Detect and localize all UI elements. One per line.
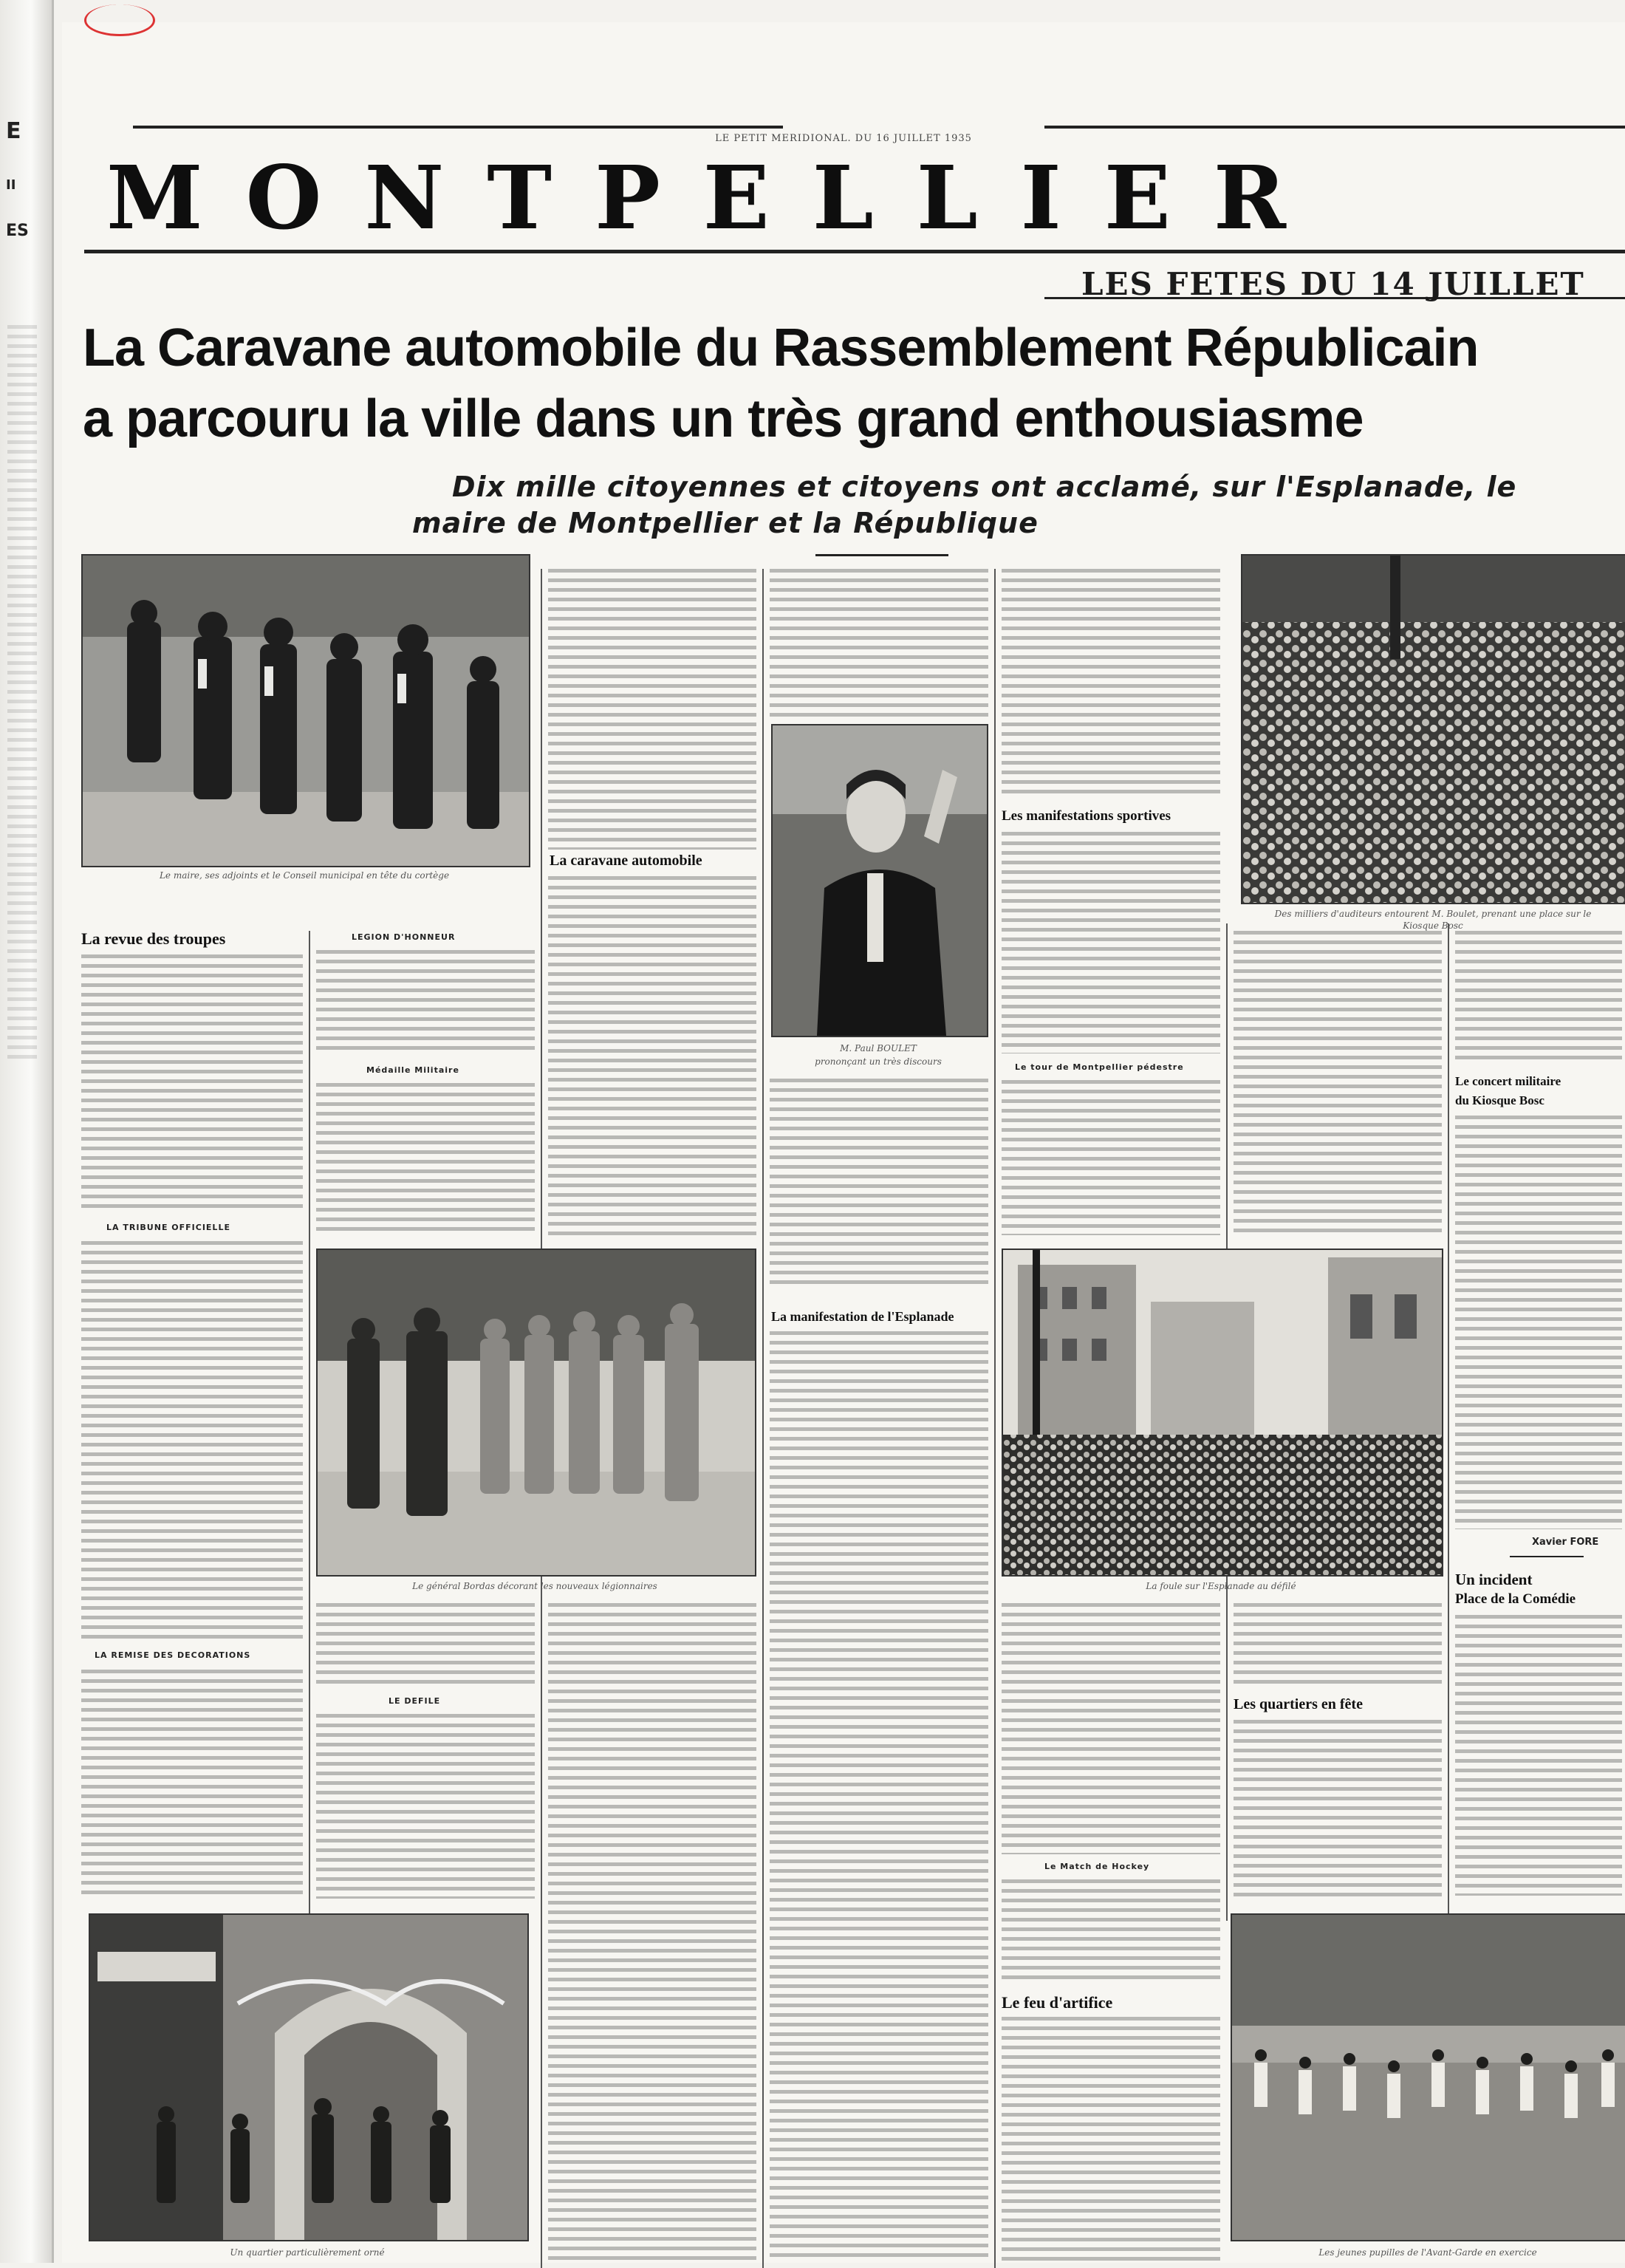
text-block	[316, 1083, 535, 1231]
column-rule	[994, 569, 996, 2268]
text-block	[770, 569, 988, 717]
caption-photo-2-line-1: M. Paul BOULET	[840, 1043, 917, 1053]
photo-procession	[81, 554, 530, 867]
section-sportives: Les manifestations sportives	[1002, 808, 1171, 824]
section-esplanade: La manifestation de l'Esplanade	[771, 1309, 954, 1324]
column-rule	[762, 569, 764, 2268]
kicker: LES FETES DU 14 JUILLET	[1081, 266, 1585, 302]
section-incident-line-2: Place de la Comédie	[1455, 1591, 1576, 1607]
subsection-tour: Le tour de Montpellier pédestre	[1015, 1062, 1184, 1072]
caption-photo-2-line-2: prononçant un très discours	[815, 1056, 942, 1067]
text-block	[81, 954, 303, 1213]
edge-letter: II	[6, 177, 16, 193]
text-block	[316, 1714, 535, 1899]
text-block	[1002, 1879, 1220, 1983]
edge-text-block	[7, 325, 37, 1064]
text-block	[316, 950, 535, 1053]
photo-crowd	[1241, 554, 1625, 904]
text-block	[1002, 1603, 1220, 1854]
text-block	[1455, 1116, 1622, 1529]
text-block	[81, 1241, 303, 1640]
text-block	[316, 1603, 535, 1684]
text-block	[1234, 1720, 1442, 1897]
masthead-title: MONTPELLIER	[106, 146, 1329, 249]
text-block	[1455, 1615, 1622, 1896]
caption-photo-5: La foule sur l'Esplanade au défilé	[1146, 1581, 1296, 1591]
text-block	[1002, 569, 1220, 798]
adjacent-page-edge	[0, 0, 54, 2263]
text-block	[1002, 832, 1220, 1053]
headline-line-2: a parcouru la ville dans un très grand enthousiasme	[83, 389, 1364, 448]
subsection-defile: LE DEFILE	[389, 1696, 441, 1706]
folio-line: LE PETIT MERIDIONAL. DU 16 JUILLET 1935	[715, 133, 972, 144]
top-rule-left	[133, 126, 783, 129]
subsection-hockey: Le Match de Hockey	[1044, 1862, 1150, 1871]
photo-decoration	[316, 1249, 756, 1577]
text-block	[1002, 2017, 1220, 2261]
caption-photo-3-line-2: Kiosque Bosc	[1403, 920, 1463, 931]
byline: Xavier FORE	[1532, 1537, 1599, 1548]
section-concert-line-2: du Kiosque Bosc	[1455, 1093, 1544, 1107]
subhead-line-1: Dix mille citoyennes et citoyens ont acclamé, sur l'Esplanade, le	[452, 471, 1517, 503]
photo-speaker	[771, 724, 988, 1037]
text-block	[1002, 1080, 1220, 1235]
subhead-line-2: maire de Montpellier et la République	[412, 507, 1039, 539]
photo-esplanade	[1002, 1249, 1443, 1577]
section-revue: La revue des troupes	[81, 929, 226, 948]
column-rule	[1448, 923, 1449, 1921]
subhead-rule	[815, 554, 948, 556]
caption-photo-7: Les jeunes pupilles de l'Avant-Garde en exercice	[1318, 2247, 1537, 2258]
text-block	[548, 876, 756, 1238]
subsection-legion: LEGION D'HONNEUR	[352, 932, 456, 942]
subsection-medaille: Médaille Militaire	[366, 1065, 459, 1075]
caption-photo-4: Le général Bordas décorant les nouveaux légionnaires	[412, 1581, 657, 1591]
photo-gymnastics	[1231, 1913, 1625, 2241]
text-block	[1455, 931, 1622, 1064]
masthead-rule	[84, 250, 1625, 253]
caption-photo-6: Un quartier particulièrement orné	[230, 2247, 385, 2258]
section-feu: Le feu d'artifice	[1002, 1993, 1113, 2012]
red-marker-mark	[84, 4, 155, 36]
top-rule-right	[1044, 126, 1625, 129]
subsection-tribune: LA TRIBUNE OFFICIELLE	[106, 1223, 230, 1232]
text-block	[770, 1331, 988, 2262]
byline-rule	[1510, 1556, 1584, 1557]
newspaper-page	[62, 22, 1625, 2263]
section-incident-line-1: Un incident	[1455, 1571, 1533, 1588]
text-block	[1234, 931, 1442, 1234]
text-block	[770, 1079, 988, 1285]
photo-decorated-street	[89, 1913, 529, 2241]
text-block	[548, 1603, 756, 2261]
text-block	[548, 569, 756, 850]
text-block	[81, 1670, 303, 1899]
subsection-remise: LA REMISE DES DECORATIONS	[95, 1650, 251, 1660]
edge-letter: E	[6, 118, 21, 144]
edge-letter: ES	[6, 222, 29, 240]
caption-photo-3-line-1: Des milliers d'auditeurs entourent M. Boulet, prenant une place sur le	[1274, 909, 1592, 919]
section-concert-line-1: Le concert militaire	[1455, 1074, 1561, 1088]
headline-line-1: La Caravane automobile du Rassemblement Républicain	[83, 318, 1479, 378]
caption-photo-1: Le maire, ses adjoints et le Conseil municipal en tête du cortège	[159, 870, 450, 881]
text-block	[1234, 1603, 1442, 1684]
column-rule	[309, 931, 310, 1936]
section-caravane: La caravane automobile	[550, 853, 702, 869]
section-quartiers: Les quartiers en fête	[1234, 1696, 1363, 1712]
